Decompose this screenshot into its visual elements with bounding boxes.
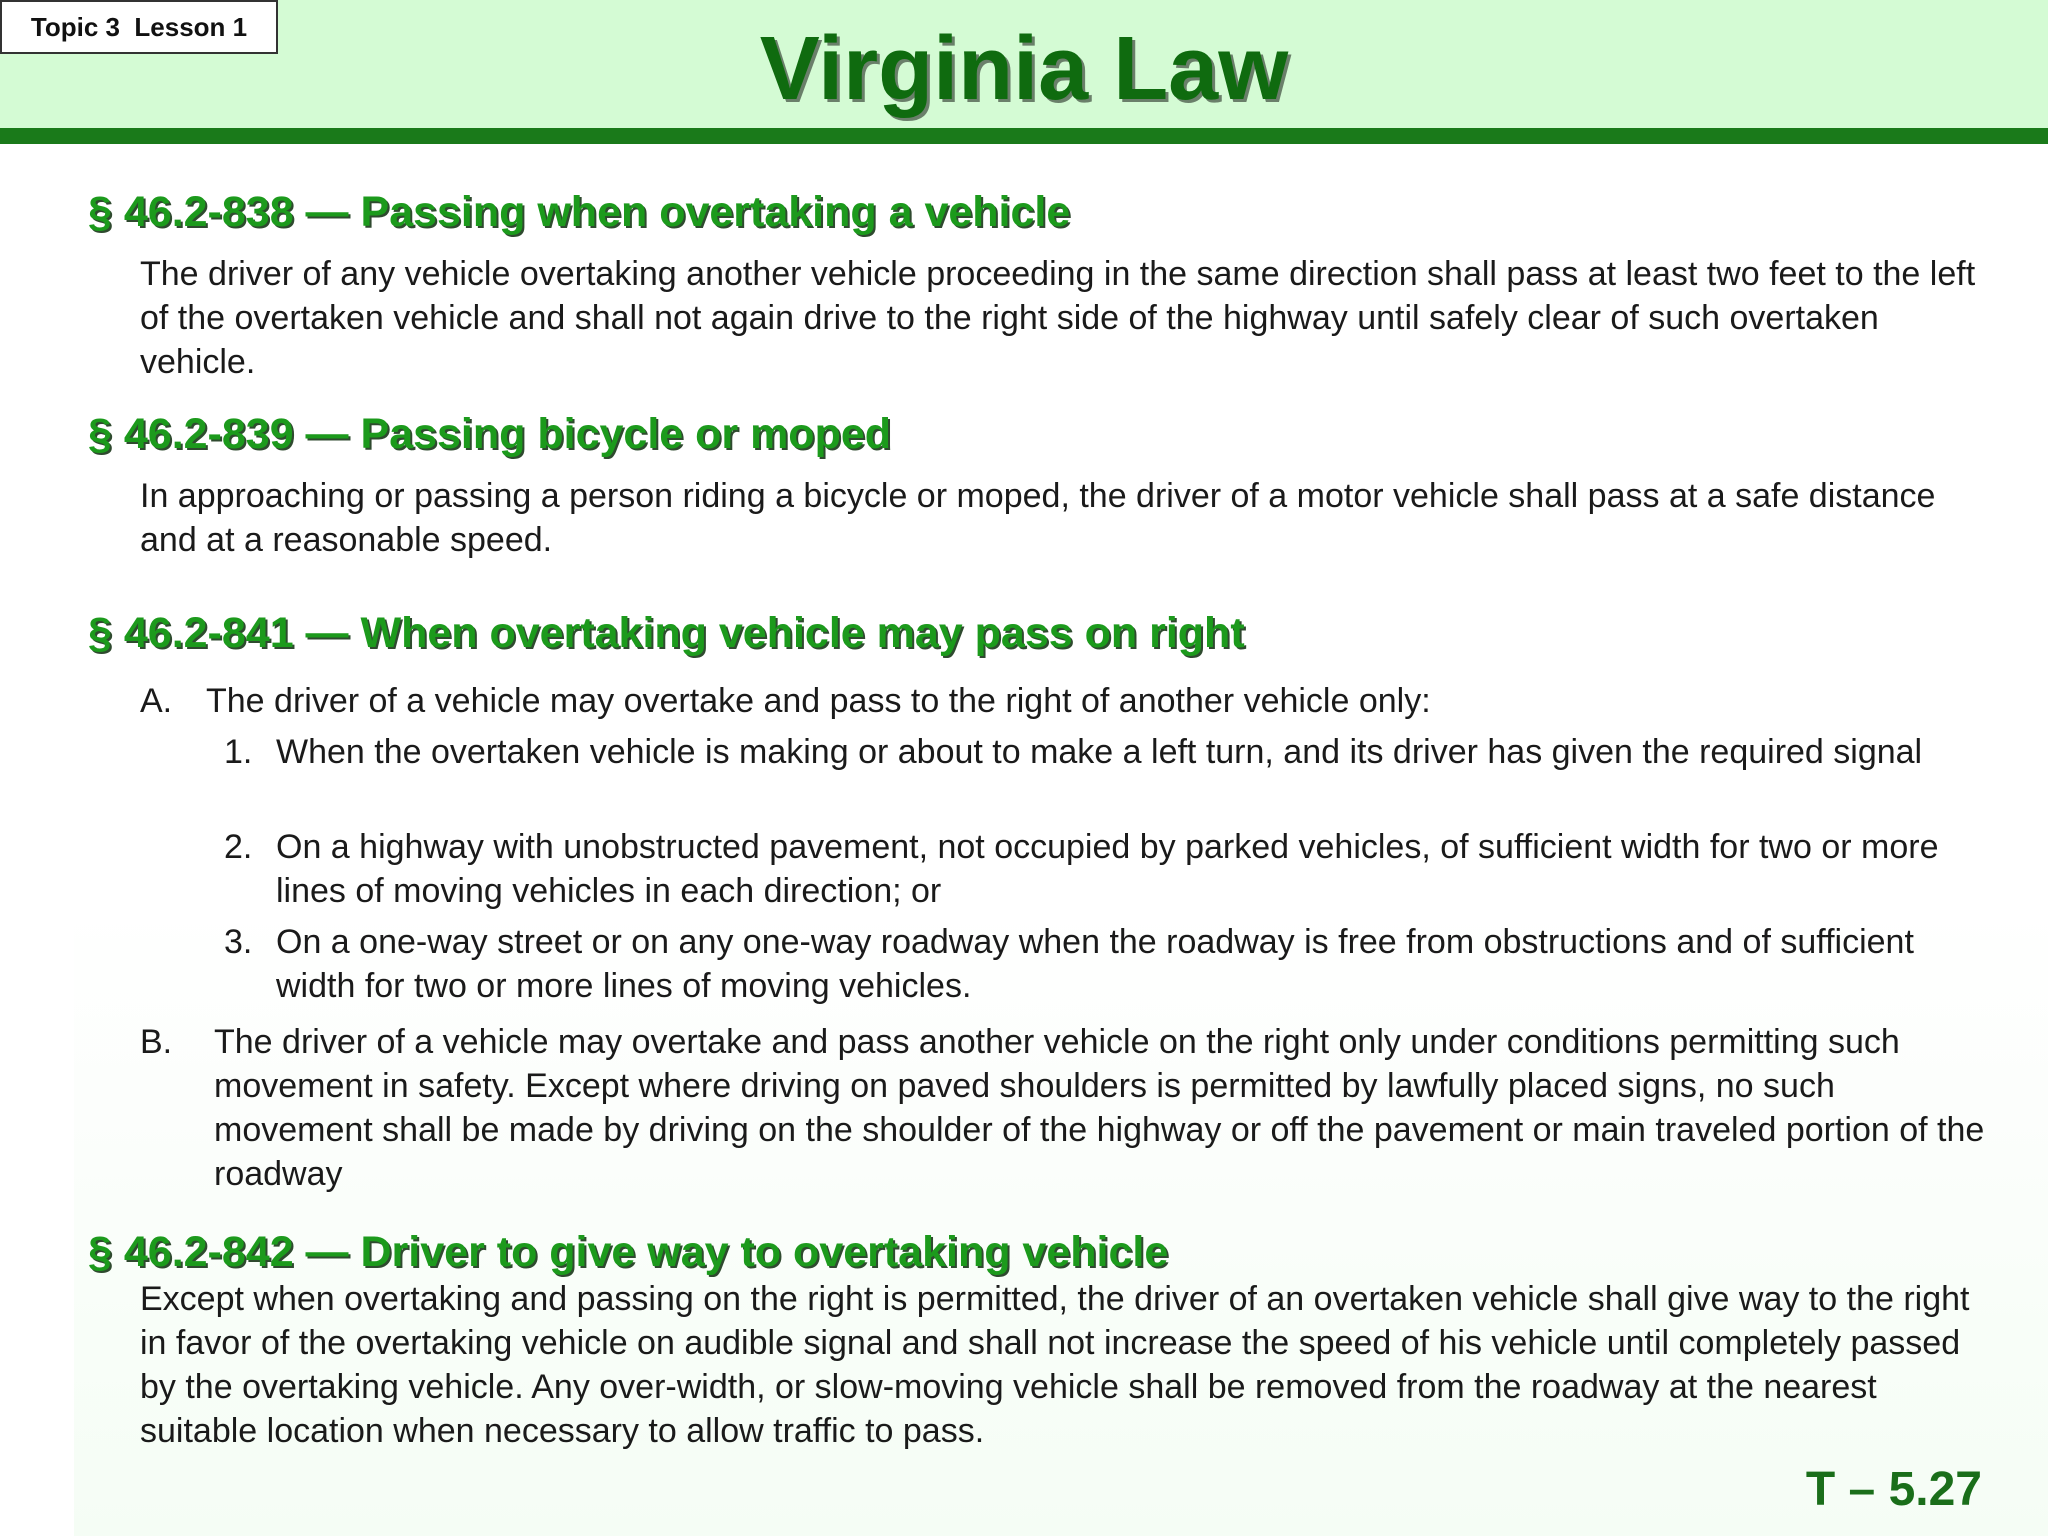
section-body-842: Except when overtaking and passing on the right is permitted, the driver of an overtaken vehicle shall give way to the right in favor of the overtaking vehicle on audible signal and shall not increase the speed of his vehicle until completely passed by the overtaking vehicle. Any over-width, or slow-moving vehicle shall be removed from the roadway at the nearest suitable location when necessary to allow traffic to pass. [140, 1280, 1970, 1450]
item-3-marker: 3. [224, 923, 253, 961]
section-body-838: The driver of any vehicle overtaking another vehicle proceeding in the same direction shall pass at least two feet to the left of the overtaken vehicle and shall not again drive to the right side of the highway until safely clear of such overtaken vehicle. [140, 255, 1976, 381]
topic-lesson-badge: Topic 3 Lesson 1 [0, 0, 278, 54]
slide-number: T – 5.27 [1805, 1463, 1982, 1516]
section-body-839: In approaching or passing a person riding a bicycle or moped, the driver of a motor vehicle shall pass at a safe distance and at a reasonable speed. [140, 477, 1936, 559]
section-heading-842: § 46.2-842 — Driver to give way to overtaking vehicle [88, 1228, 1169, 1276]
item-2-marker: 2. [224, 828, 253, 866]
item-1-marker: 1. [224, 733, 253, 771]
clause-a-marker: A. [140, 682, 173, 720]
clause-a-item-2 [224, 825, 1964, 913]
slide-title: Virginia Law [759, 19, 1289, 119]
clause-b [140, 1020, 2002, 1196]
section-heading-839: § 46.2-839 — Passing bicycle or moped [88, 410, 892, 458]
section-heading-838: § 46.2-838 — Passing when overtaking a vehicle [88, 188, 1071, 236]
clause-a-text: The driver of a vehicle may overtake and pass to the right of another vehicle only: [206, 682, 1431, 720]
clause-b-text: The driver of a vehicle may overtake and pass another vehicle on the right only under conditions permitting such movement in safety. Except where driving on paved shoulders is permitted by lawfully placed signs, no such movement shall be made by driving on the shoulder of the highway or off the pavement or main traveled portion of the roadway [214, 1023, 1985, 1193]
header-divider [0, 128, 2048, 144]
clause-a-item-1 [224, 730, 1964, 774]
item-3-text: On a one-way street or on any one-way roadway when the roadway is free from obstructions and of sufficient width for two or more lines of moving vehicles. [276, 923, 1914, 1005]
section-heading-841: § 46.2-841 — When overtaking vehicle may pass on right [88, 609, 1245, 657]
item-1-text: When the overtaken vehicle is making or about to make a left turn, and its driver has given the required signal [276, 733, 1923, 771]
clause-a [140, 679, 2000, 723]
item-2-text: On a highway with unobstructed pavement, not occupied by parked vehicles, of sufficient width for two or more lines of moving vehicles in each direction; or [276, 828, 1939, 910]
clause-b-marker: B. [140, 1023, 173, 1061]
clause-a-item-3 [224, 920, 1964, 1008]
